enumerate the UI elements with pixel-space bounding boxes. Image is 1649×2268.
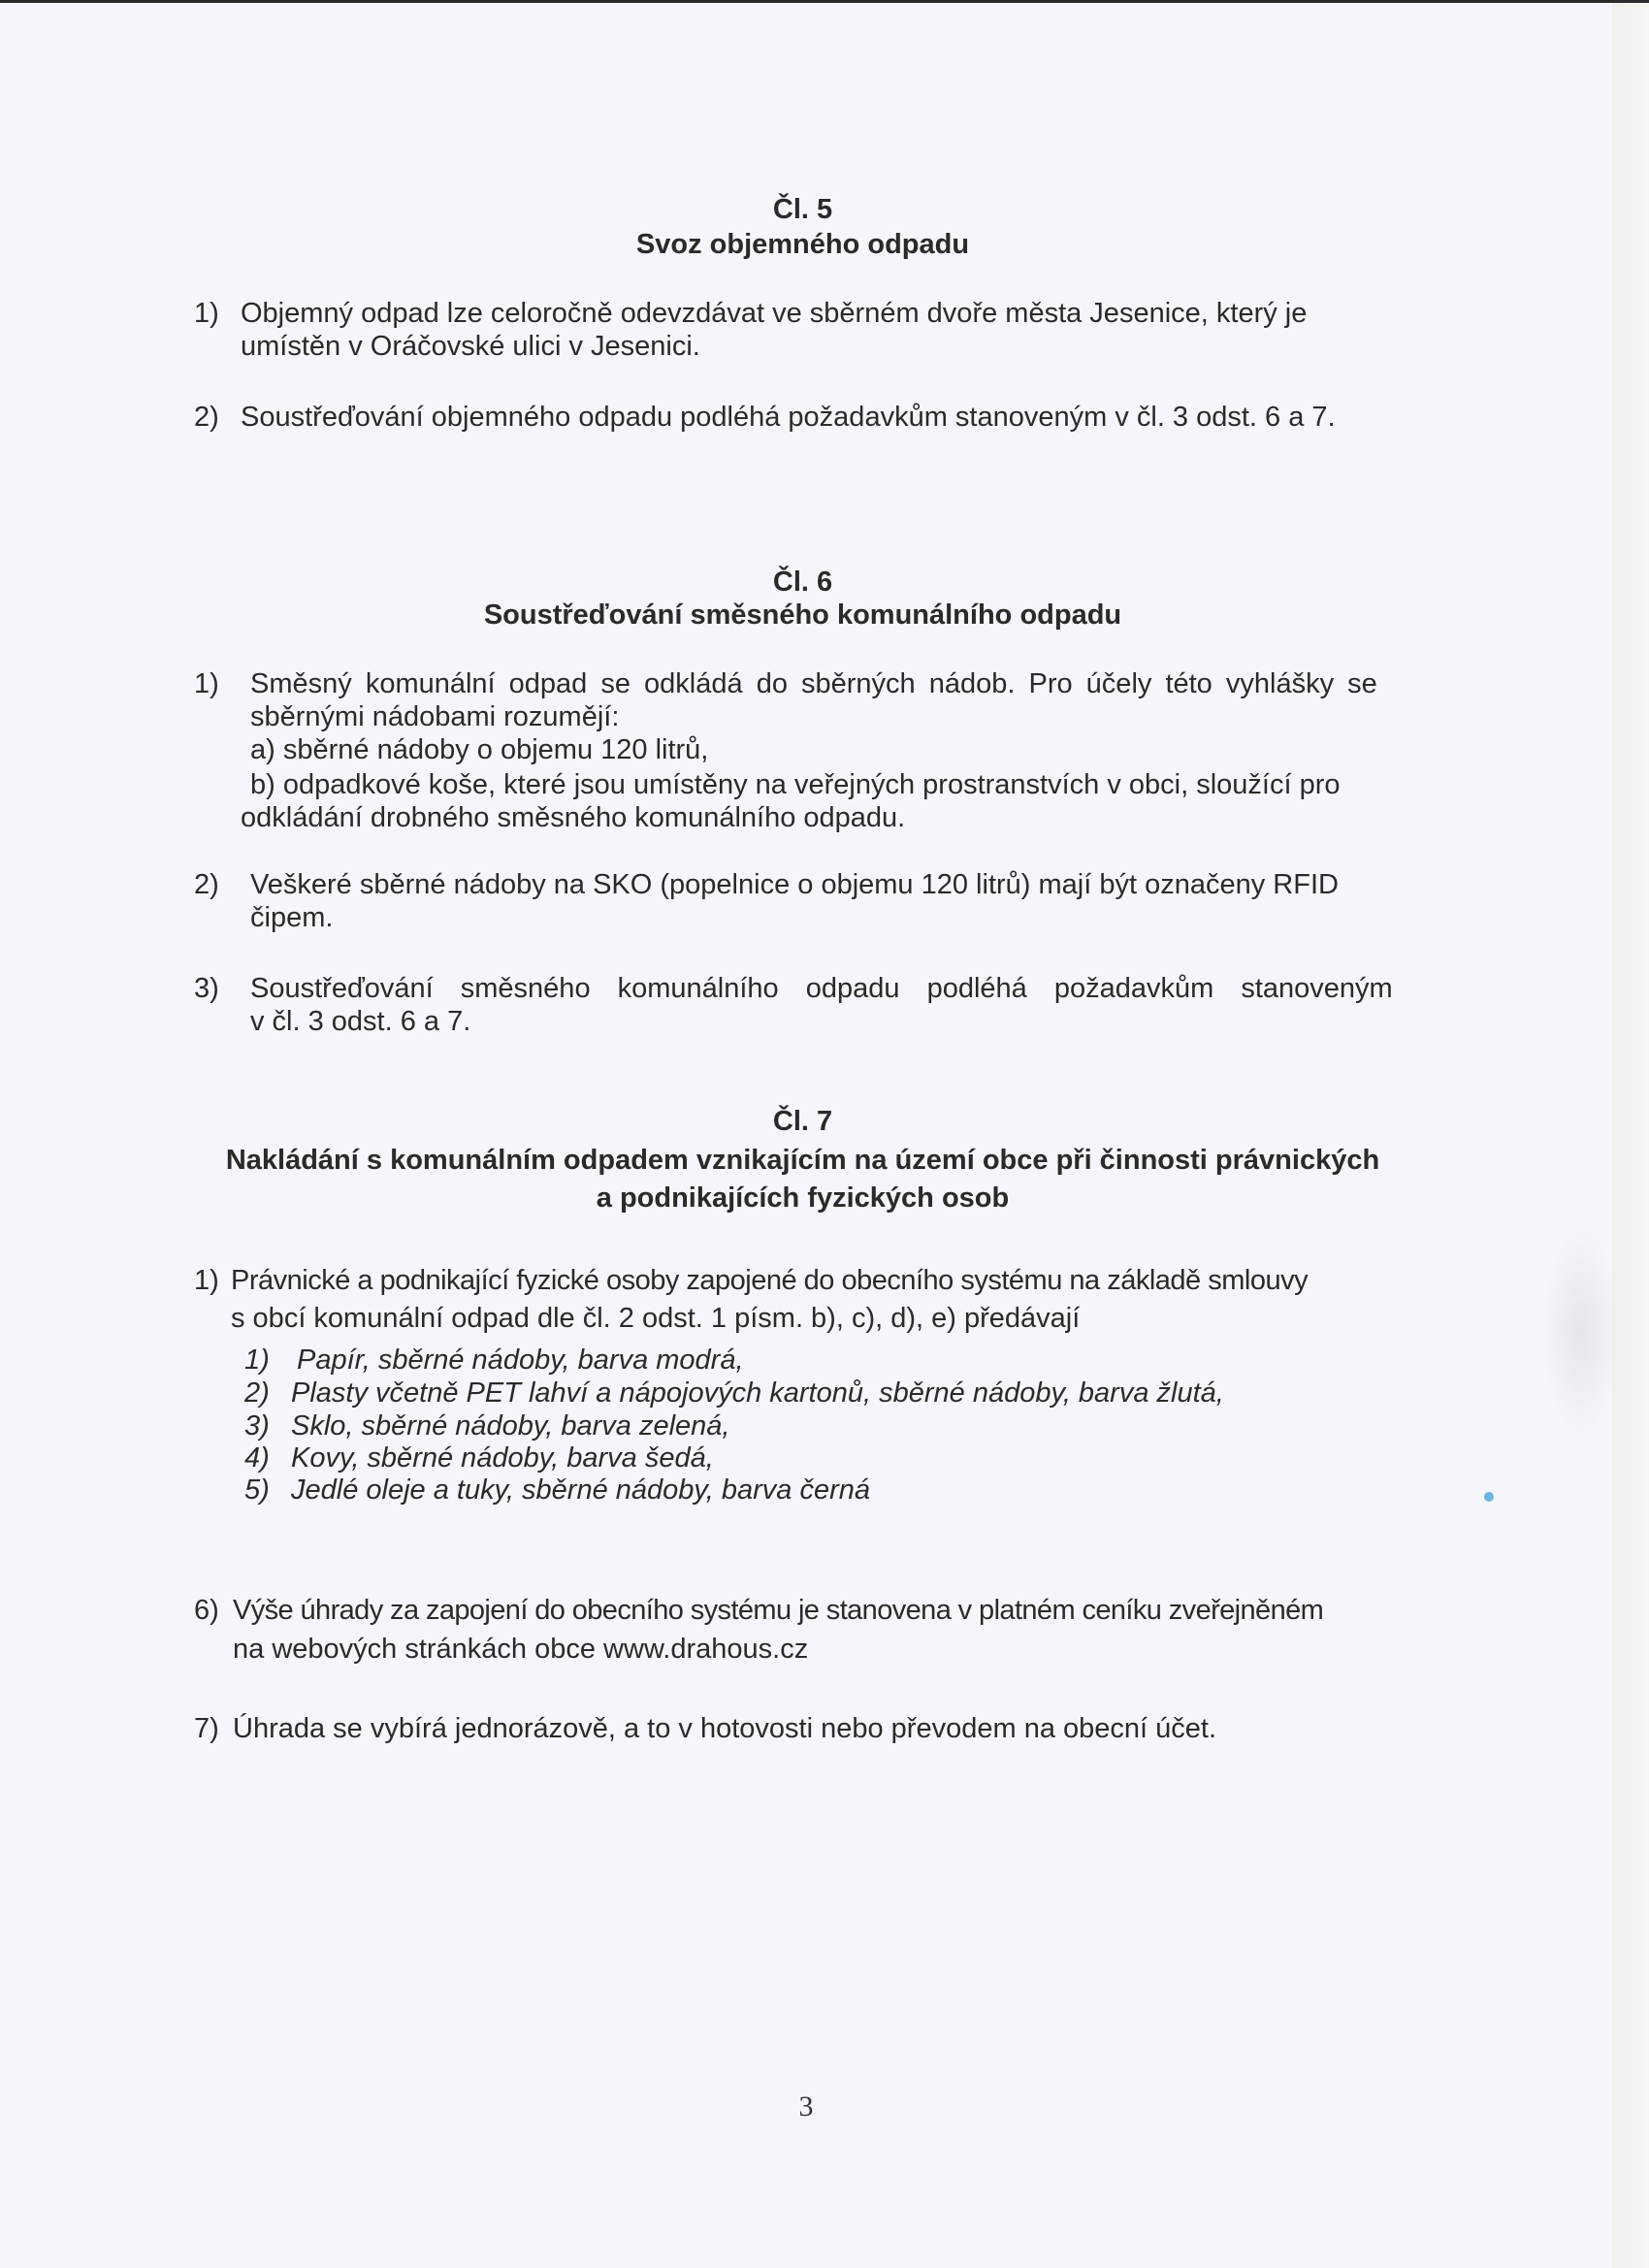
article-number: Čl. 6 bbox=[772, 567, 833, 598]
item-text-line: b) odpadkové koše, které jsou umístěny na veřejných prostranstvích v obci, sloužící pro bbox=[250, 769, 1341, 800]
item-text-line: čipem. bbox=[250, 902, 334, 933]
item-label: 7) bbox=[194, 1713, 219, 1744]
scan-shadow bbox=[1542, 1225, 1620, 1439]
subitem-label: 2) bbox=[244, 1377, 270, 1409]
item-label: 2) bbox=[194, 402, 219, 433]
page-number: 3 bbox=[798, 2090, 814, 2122]
ink-speck bbox=[1484, 1492, 1494, 1502]
subitem-label: 4) bbox=[244, 1442, 270, 1474]
item-label: 6) bbox=[194, 1595, 219, 1626]
document-page bbox=[0, 3, 1612, 2268]
item-text: Objemný odpad lze celoročně odevzdávat ve sběrném dvoře města Jesenice, který je bbox=[241, 298, 1308, 329]
item-label: 1) bbox=[194, 298, 219, 329]
item-label: 3) bbox=[194, 973, 219, 1004]
item-text-line: Soustřeďování směsného komunálního odpadu podléhá požadavkům stanoveným bbox=[250, 973, 1393, 1004]
item-text-line: Soustřeďování objemného odpadu podléhá požadavkům stanoveným v čl. 3 odst. 6 a 7. bbox=[241, 402, 1336, 433]
subitem-text: Kovy, sběrné nádoby, barva šedá, bbox=[291, 1442, 714, 1474]
article-title-line: a podnikajících fyzických osob bbox=[596, 1183, 1010, 1214]
item-text-line: a) sběrné nádoby o objemu 120 litrů, bbox=[250, 734, 709, 765]
item-text-line: na webových stránkách obce www.drahous.cz bbox=[233, 1634, 809, 1665]
subitem-label: 5) bbox=[244, 1474, 270, 1506]
article-title: Svoz objemného odpadu bbox=[635, 229, 970, 260]
item-text-line: v čl. 3 odst. 6 a 7. bbox=[250, 1006, 471, 1037]
article-title-line: Nakládání s komunálním odpadem vznikajícím na území obce při činnosti právnických bbox=[225, 1145, 1380, 1176]
article-number: Čl. 7 bbox=[772, 1106, 833, 1137]
item-text-line: sběrnými nádobami rozumějí: bbox=[250, 701, 620, 732]
item-text-line: Úhrada se vybírá jednorázově, a to v hotovosti nebo převodem na obecní účet. bbox=[233, 1713, 1217, 1744]
subitem-text: Plasty včetně PET lahví a nápojových kartonů, sběrné nádoby, barva žlutá, bbox=[291, 1377, 1224, 1409]
item-text-line: odkládání drobného směsného komunálního odpadu. bbox=[241, 802, 906, 833]
item-text-line: Výše úhrady za zapojení do obecního systému je stanovena v platném ceníku zveřejněném bbox=[233, 1595, 1324, 1626]
item-text-line: s obcí komunální odpad dle čl. 2 odst. 1 písm. b), c), d), e) předávají bbox=[231, 1303, 1081, 1334]
item-label: 1) bbox=[194, 668, 219, 699]
article-title: Soustřeďování směsného komunálního odpadu bbox=[483, 599, 1122, 631]
item-label: 1) bbox=[194, 1265, 219, 1296]
item-text-line bbox=[241, 297, 1410, 330]
item-text-line: Směsný komunální odpad se odkládá do sběrných nádob. Pro účely této vyhlášky se bbox=[250, 668, 1377, 699]
subitem-text: Jedlé oleje a tuky, sběrné nádoby, barva černá bbox=[291, 1474, 871, 1506]
item-text-line: Právnické a podnikající fyzické osoby zapojené do obecního systému na základě smlouvy bbox=[231, 1265, 1309, 1296]
subitem-label: 3) bbox=[244, 1410, 270, 1442]
subitem-text: Papír, sběrné nádoby, barva modrá, bbox=[297, 1345, 744, 1376]
item-text-line: umístěn v Oráčovské ulici v Jesenici. bbox=[241, 331, 700, 362]
item-text-line: Veškeré sběrné nádoby na SKO (popelnice o objemu 120 litrů) mají být označeny RFID bbox=[250, 869, 1339, 900]
subitem-label: 1) bbox=[244, 1345, 270, 1376]
subitem-text: Sklo, sběrné nádoby, barva zelená, bbox=[291, 1410, 730, 1442]
item-label: 2) bbox=[194, 869, 219, 900]
scan-right-edge bbox=[1612, 3, 1649, 2268]
article-number: Čl. 5 bbox=[772, 194, 833, 225]
